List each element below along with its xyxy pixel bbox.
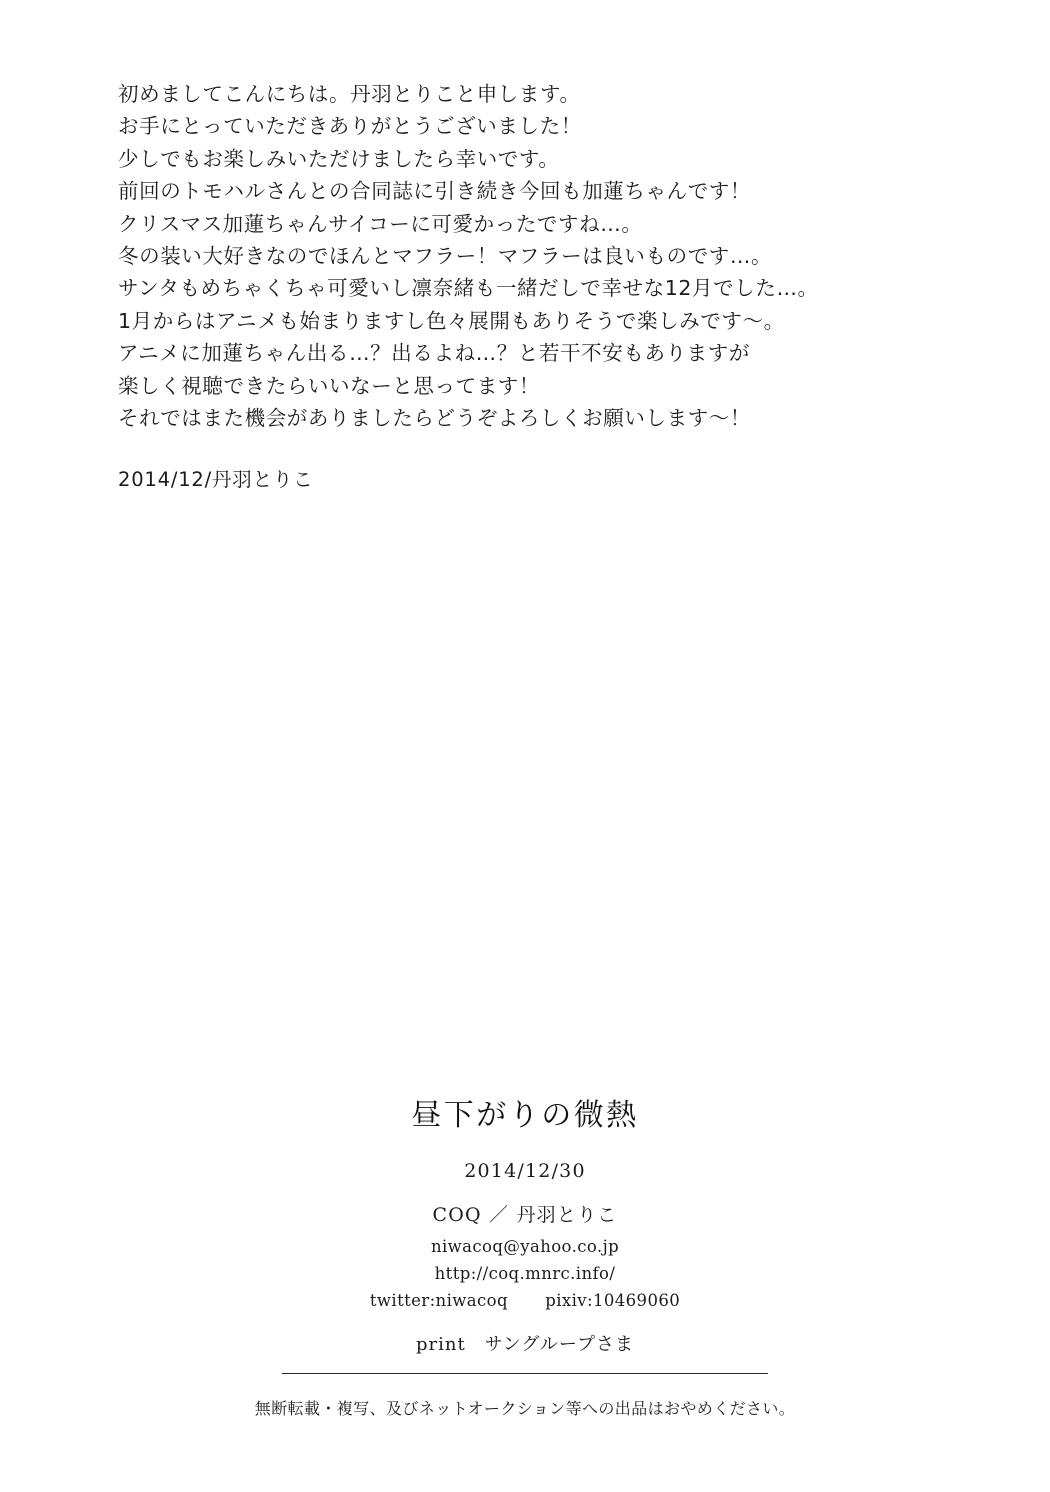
- afterword-line: クリスマス加蓮ちゃんサイコーに可愛かったですね…。: [118, 211, 643, 236]
- afterword-line: お手にとっていただきありがとうございました！: [118, 114, 582, 139]
- afterword-line: 冬の装い大好きなのでほんとマフラー！マフラーは良いものです…。: [118, 244, 773, 269]
- afterword-line: それではまた機会がありましたらどうぞよろしくお願いします～！: [118, 406, 751, 431]
- publication-date: 2014/12/30: [464, 1160, 586, 1182]
- circle-and-author: COQ ／ 丹羽とりこ: [432, 1204, 618, 1226]
- colophon-section: [0, 1090, 1050, 1419]
- social-handles: [0, 1291, 1050, 1310]
- pixiv-handle: pixiv:10469060: [545, 1291, 681, 1310]
- twitter-handle: twitter:niwacoq: [369, 1291, 508, 1310]
- afterword-line: 初めましてこんにちは。丹羽とりこと申します。: [118, 82, 581, 106]
- website-url: http://coq.mnrc.info/: [434, 1264, 616, 1283]
- afterword-signature: 2014/12/丹羽とりこ: [118, 468, 314, 492]
- afterword-line: サンタもめちゃくちゃ可愛いし凛奈緒も一緒だしで幸せな12月でした…。: [118, 276, 819, 301]
- afterword-section: [118, 78, 948, 492]
- afterword-line: 1月からはアニメも始まりますし色々展開もありそうで楽しみです～。: [118, 308, 785, 333]
- copyright-notice: 無断転載・複写、及びネットオークション等への出品はおやめください。: [254, 1399, 796, 1418]
- printer-credit: print サングループさま: [415, 1334, 634, 1355]
- book-title: 昼下がりの微熱: [411, 1098, 639, 1133]
- afterword-line: 楽しく視聴できたらいいなーと思ってます！: [118, 373, 540, 398]
- divider: [282, 1373, 768, 1374]
- afterword-line: アニメに加蓮ちゃん出る…？出るよね…？と若干不安もありますが: [118, 341, 750, 366]
- afterword-line: 少しでもお楽しみいただけましたら幸いです。: [118, 146, 560, 171]
- afterword-line: 前回のトモハルさんとの合同誌に引き続き今回も加蓮ちゃんです！: [118, 179, 751, 204]
- contact-email: niwacoq@yahoo.co.jp: [430, 1237, 620, 1256]
